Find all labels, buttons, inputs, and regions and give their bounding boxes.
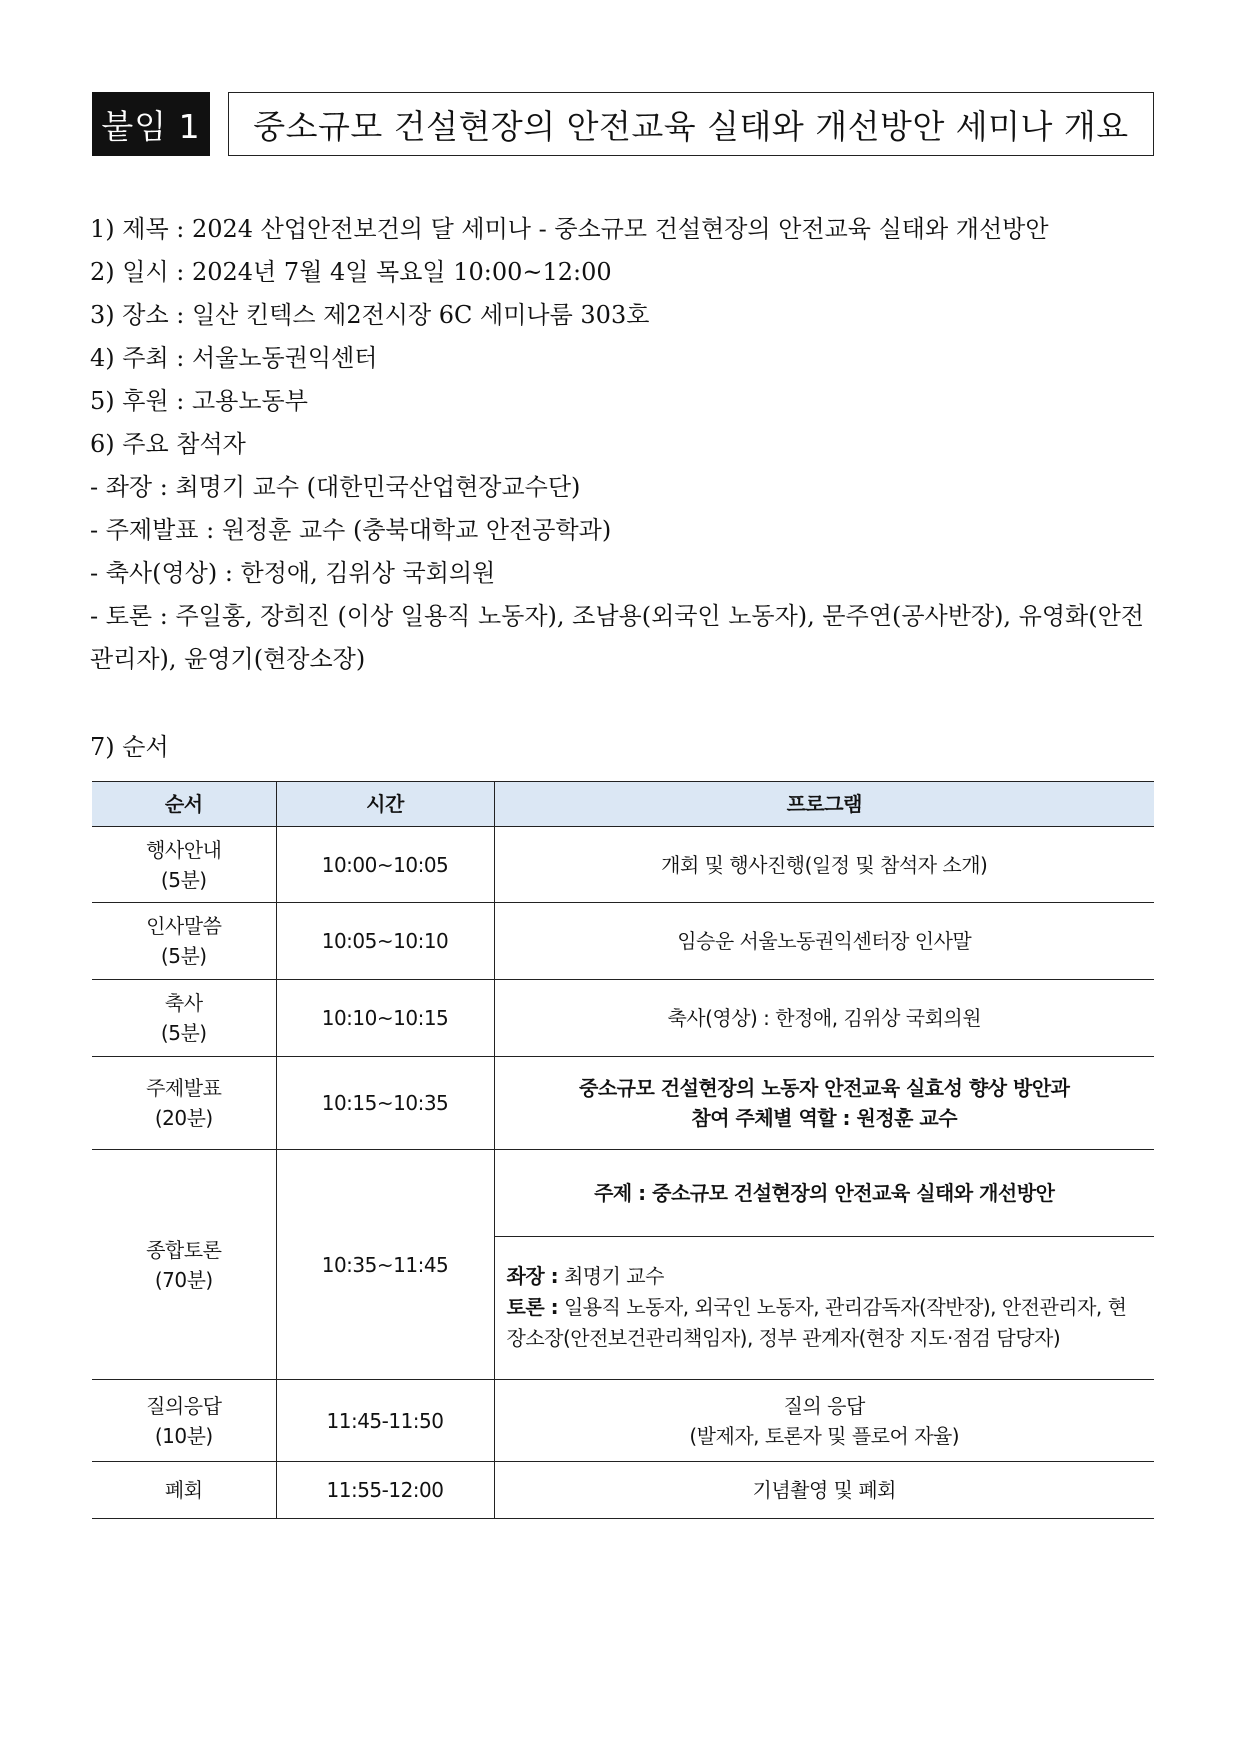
table-header-row xyxy=(92,782,1154,827)
program-cell: 질의 응답 (발제자, 토론자 및 플로어 자율) xyxy=(494,1380,1154,1462)
info-host-line: 4) 주최 : 서울노동권익센터 xyxy=(90,344,378,372)
info-attendees-heading: 6) 주요 참석자 xyxy=(90,430,246,458)
time-cell: 11:45-11:50 xyxy=(276,1380,494,1462)
info-sponsor-line: 5) 후원 : 고용노동부 xyxy=(90,387,308,415)
table-row xyxy=(92,1150,1154,1237)
header-order: 순서 xyxy=(92,782,276,827)
time-cell: 10:15~10:35 xyxy=(276,1057,494,1150)
order-cell: 폐회 xyxy=(92,1462,276,1519)
time-cell: 10:10~10:15 xyxy=(276,980,494,1057)
time-cell: 10:00~10:05 xyxy=(276,827,494,903)
order-cell: 인사말씀 (5분) xyxy=(92,903,276,980)
program-cell: 임승운 서울노동권익센터장 인사말 xyxy=(494,903,1154,980)
document-header xyxy=(92,92,1154,156)
time-cell: 10:35~11:45 xyxy=(276,1150,494,1380)
info-congrats-line: - 축사(영상) : 한정애, 김위상 국회의원 xyxy=(90,559,496,587)
info-presenter-line: - 주제발표 : 원정훈 교수 (충북대학교 안전공학과) xyxy=(90,516,612,544)
info-title-line: 1) 제목 : 2024 산업안전보건의 달 세미나 - 중소규모 건설현장의 안전교육 실태와 개선방안 xyxy=(90,215,1049,243)
table-row xyxy=(92,1057,1154,1150)
order-cell: 축사 (5분) xyxy=(92,980,276,1057)
order-cell: 종합토론 (70분) xyxy=(92,1150,276,1380)
program-cell: 개회 및 행사진행(일정 및 참석자 소개) xyxy=(494,827,1154,903)
time-cell: 10:05~10:10 xyxy=(276,903,494,980)
seminar-info xyxy=(90,208,1156,681)
schedule-heading: 7) 순서 xyxy=(90,733,169,761)
schedule-table xyxy=(92,781,1154,1519)
table-row xyxy=(92,827,1154,903)
time-cell: 11:55-12:00 xyxy=(276,1462,494,1519)
attachment-tag: 붙임 1 xyxy=(92,92,210,156)
table-row xyxy=(92,1462,1154,1519)
order-cell: 질의응답 (10분) xyxy=(92,1380,276,1462)
order-cell: 행사안내 (5분) xyxy=(92,827,276,903)
chair-name: 최명기 교수 xyxy=(563,1263,664,1288)
info-venue-line: 3) 장소 : 일산 킨텍스 제2전시장 6C 세미나룸 303호 xyxy=(90,301,650,329)
info-debaters-line: - 토론 : 주일홍, 장희진 (이상 일용직 노동자), 조남용(외국인 노동자), 문주연(공사반장), 유영화(안전관리자), 윤영기(현장소장) xyxy=(90,602,1144,673)
document-title: 중소규모 건설현장의 안전교육 실태와 개선방안 세미나 개요 xyxy=(228,92,1154,156)
table-row xyxy=(92,1380,1154,1462)
header-program: 프로그램 xyxy=(494,782,1154,827)
discussion-details xyxy=(494,1237,1154,1380)
table-row xyxy=(92,980,1154,1057)
debate-participants: 일용직 노동자, 외국인 노동자, 관리감독자(작반장), 안전관리자, 현장소장(안전보건관리책임자), 정부 관계자(현장 지도·점검 담당자) xyxy=(506,1294,1127,1350)
info-date-line: 2) 일시 : 2024년 7월 4일 목요일 10:00~12:00 xyxy=(90,258,612,286)
table-row xyxy=(92,903,1154,980)
program-cell: 기념촬영 및 폐회 xyxy=(494,1462,1154,1519)
program-cell: 중소규모 건설현장의 노동자 안전교육 실효성 향상 방안과 참여 주체별 역할 : 원정훈 교수 xyxy=(494,1057,1154,1150)
order-cell: 주제발표 (20분) xyxy=(92,1057,276,1150)
discussion-topic: 주제 : 중소규모 건설현장의 안전교육 실태와 개선방안 xyxy=(494,1150,1154,1237)
chair-label: 좌장 : xyxy=(506,1263,559,1288)
info-chair-line: - 좌장 : 최명기 교수 (대한민국산업현장교수단) xyxy=(90,473,581,501)
debate-label: 토론 : xyxy=(506,1294,559,1319)
header-time: 시간 xyxy=(276,782,494,827)
program-cell: 축사(영상) : 한정애, 김위상 국회의원 xyxy=(494,980,1154,1057)
